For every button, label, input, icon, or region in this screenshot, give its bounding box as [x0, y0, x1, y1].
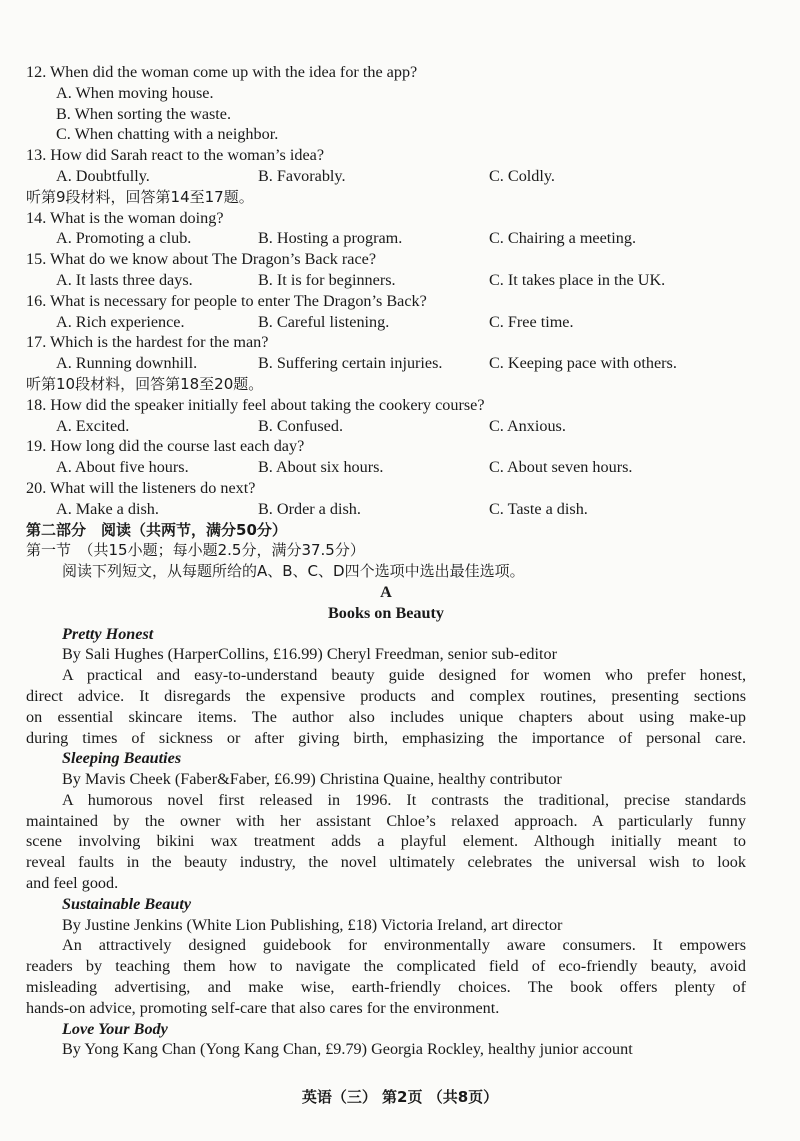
question-19: 19. How long did the course last each day? — [26, 437, 305, 456]
book-title: Sleeping Beauties — [62, 749, 182, 768]
options-row — [26, 166, 746, 187]
book-text-line: A practical and easy-to-understand beauty guide designed for women who prefer honest, — [62, 666, 746, 685]
option-b: B. Suffering certain injuries. — [258, 354, 443, 373]
passage-title: Books on Beauty — [327, 603, 445, 622]
option-c: C. About seven hours. — [489, 458, 633, 477]
question-14: 14. What is the woman doing? — [26, 208, 224, 227]
listening-instruction-10: 听第10段材料，回答第18至20题。 — [26, 374, 264, 393]
option-a: A. When moving house. — [56, 83, 214, 102]
book-byline: By Justine Jenkins (White Lion Publishing, £18) Victoria Ireland, art director — [62, 915, 563, 934]
book-title: Love Your Body — [62, 1019, 168, 1038]
options-row — [26, 457, 746, 478]
option-b: B. Order a dish. — [258, 499, 361, 518]
book-text-line: hands-on advice, promoting self-care that also cares for the environment. — [26, 998, 500, 1017]
book-text-line: direct advice. It disregards the expensive products and complex routines, presenting sections — [26, 686, 746, 705]
options-row — [26, 270, 746, 291]
book-text-line: A humorous novel first released in 1996. It contrasts the traditional, precise standards — [62, 790, 746, 809]
option-b: B. Careful listening. — [258, 312, 390, 331]
book-text-line: maintained by the owner with her assistant Chloe’s relaxed approach. A particularly funny — [26, 811, 746, 830]
book-text-line: and feel good. — [26, 874, 119, 893]
question-17: 17. Which is the hardest for the man? — [26, 333, 269, 352]
question-15: 15. What do we know about The Dragon’s Back race? — [26, 250, 377, 269]
book-text-line: An attractively designed guidebook for environmentally aware consumers. It empowers — [62, 936, 746, 955]
options-row — [26, 353, 746, 374]
options-row — [26, 499, 746, 520]
book-title: Pretty Honest — [62, 624, 154, 643]
option-a: A. Make a dish. — [56, 499, 159, 518]
option-b: B. When sorting the waste. — [56, 104, 232, 123]
options-row — [26, 228, 746, 249]
option-b: B. Confused. — [258, 416, 343, 435]
book-text-line: on essential skincare items. The author also includes unique chapters about using make-up — [26, 707, 746, 726]
option-a: A. About five hours. — [56, 458, 189, 477]
option-c: C. Chairing a meeting. — [489, 229, 637, 248]
options-row — [26, 312, 746, 333]
option-b: B. Hosting a program. — [258, 229, 403, 248]
book-text-line: readers by teaching them how to navigate the complicated field of eco-friendly beauty, avoid — [26, 957, 746, 976]
option-b: B. Favorably. — [258, 166, 346, 185]
option-a: A. Doubtfully. — [56, 166, 150, 185]
option-b: B. It is for beginners. — [258, 270, 396, 289]
reading-instruction: 阅读下列短文，从每题所给的A、B、C、D四个选项中选出最佳选项。 — [62, 562, 525, 581]
question-13: 13. How did Sarah react to the woman’s idea? — [26, 146, 325, 165]
question-18: 18. How did the speaker initially feel about taking the cookery course? — [26, 395, 485, 414]
book-text-line: misleading advertising, and make wise, earth-friendly choices. The book offers plenty of — [26, 978, 746, 997]
book-byline: By Sali Hughes (HarperCollins, £16.99) Cheryl Freedman, senior sub-editor — [62, 645, 557, 664]
book-title: Sustainable Beauty — [62, 894, 192, 913]
page-content — [26, 62, 746, 1060]
passage-letter: A — [380, 582, 392, 601]
page-footer: 英语（三） 第2页 （共8页） — [301, 1088, 499, 1106]
option-b: B. About six hours. — [258, 458, 384, 477]
option-c: C. Free time. — [489, 312, 574, 331]
listening-instruction-9: 听第9段材料，回答第14至17题。 — [26, 187, 254, 206]
option-a: A. Excited. — [56, 416, 130, 435]
question-20: 20. What will the listeners do next? — [26, 478, 256, 497]
book-text-line: scene involving bikini wax treatment adds a playful element. Although initially meant to — [26, 832, 746, 851]
part-title: 第二部分 阅读（共两节，满分50分） — [26, 520, 287, 539]
option-c: C. When chatting with a neighbor. — [56, 125, 279, 144]
question-16: 16. What is necessary for people to enter The Dragon’s Back? — [26, 291, 427, 310]
book-byline: By Mavis Cheek (Faber&Faber, £6.99) Christina Quaine, healthy contributor — [62, 770, 562, 789]
book-text-line: reveal faults in the beauty industry, the novel ultimately celebrates the universal wish to look — [26, 853, 746, 872]
options-row — [26, 416, 746, 437]
book-text-line: during times of sickness or after giving birth, emphasizing the importance of personal care. — [26, 728, 746, 747]
option-c: C. Coldly. — [489, 166, 555, 185]
book-byline: By Yong Kang Chan (Yong Kang Chan, £9.79) Georgia Rockley, healthy junior account — [62, 1040, 633, 1059]
option-c: C. Anxious. — [489, 416, 566, 435]
option-c: C. It takes place in the UK. — [489, 270, 666, 289]
option-a: A. It lasts three days. — [56, 270, 193, 289]
option-c: C. Keeping pace with others. — [489, 354, 677, 373]
option-c: C. Taste a dish. — [489, 499, 588, 518]
option-a: A. Rich experience. — [56, 312, 185, 331]
option-a: A. Promoting a club. — [56, 229, 192, 248]
section-title: 第一节 （共15小题；每小题2.5分，满分37.5分） — [26, 541, 365, 560]
option-a: A. Running downhill. — [56, 354, 198, 373]
question-12: 12. When did the woman come up with the idea for the app? — [26, 63, 418, 81]
